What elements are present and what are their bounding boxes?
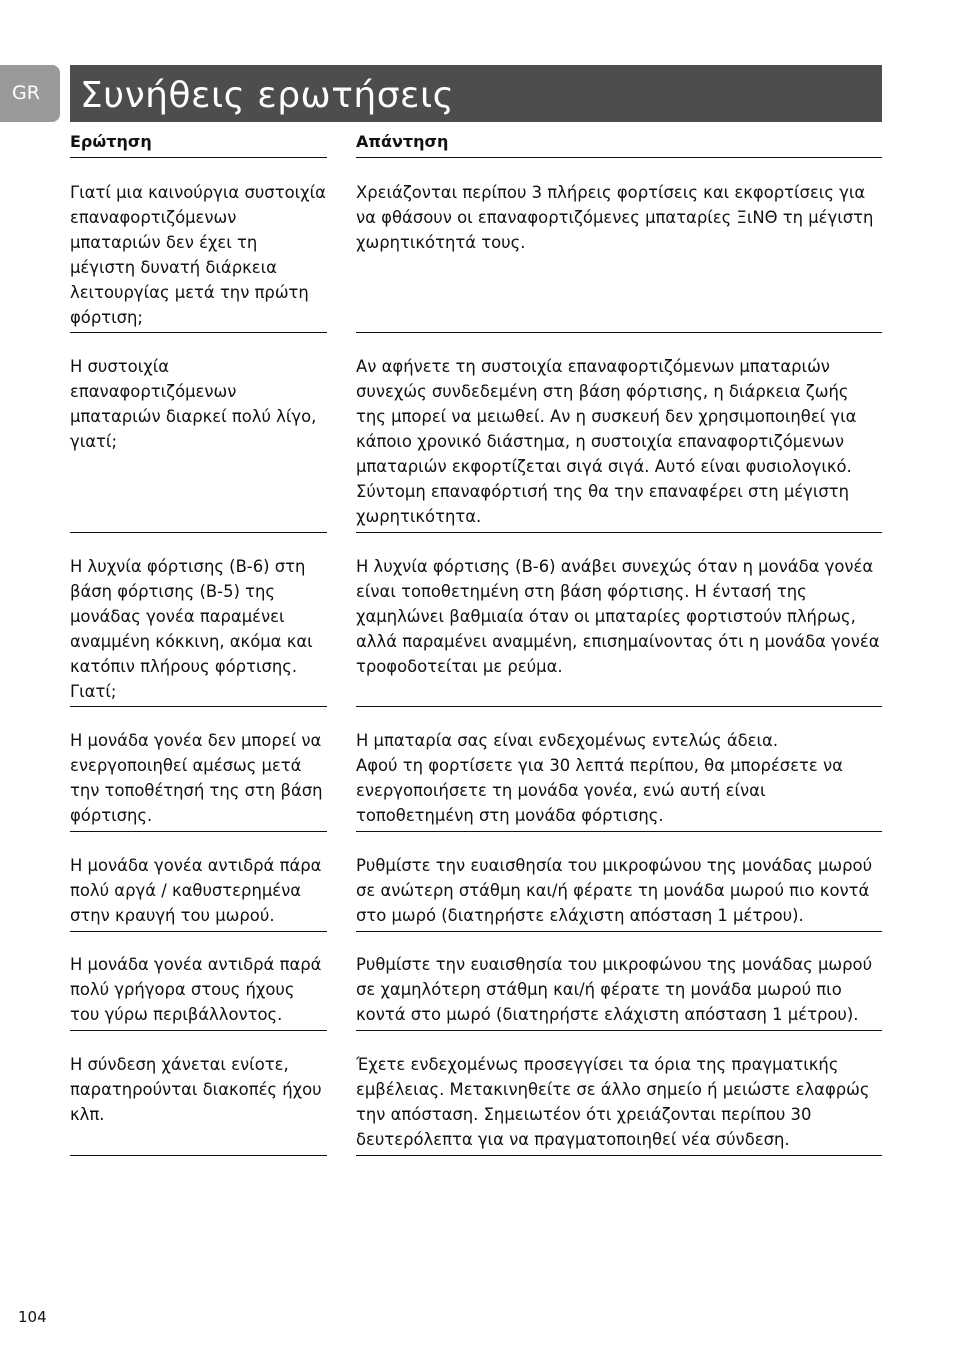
faq-question: Η μονάδα γονέα αντιδρά παρά πολύ γρήγορα στους ήχους του γύρω περιβάλλοντος. bbox=[70, 952, 327, 1031]
column-header-answer: Απάντηση bbox=[356, 131, 882, 158]
title-bar bbox=[70, 65, 882, 122]
faq-answer: Έχετε ενδεχομένως προσεγγίσει τα όρια της πραγματικής εμβέλειας. Μετακινηθείτε σε άλλο σημείο ή μειώστε ελαφρώς την απόσταση. Σημειωτέον ότι χρειάζονται περίπου 30 δευτερόλεπτα για να πραγματοποιηθεί νέα σύνδεση. bbox=[356, 1052, 882, 1156]
faq-answer: Ρυθμίστε την ευαισθησία του μικροφώνου της μονάδας μωρού σε χαμηλότερη στάθμη και/ή φέρατε τη μονάδα μωρού πιο κοντά στο μωρό (διατηρήστε ελάχιστη απόσταση 1 μέτρου). bbox=[356, 952, 882, 1031]
faq-answer-line: Αφού τη φορτίσετε για 30 λεπτά περίπου, θα μπορέσετε να ενεργοποιήσετε τη μονάδα γονέα, ενώ αυτή είναι τοποθετημένη στη μονάδα φόρτισης. bbox=[356, 756, 843, 825]
faq-question: Η λυχνία φόρτισης (B-6) στη βάση φόρτισης (B-5) της μονάδας γονέα παραμένει αναμμένη κόκκινη, ακόμα και κατόπιν πλήρους φόρτισης. Γιατί; bbox=[70, 554, 327, 707]
language-tab: GR bbox=[0, 65, 60, 122]
faq-question: Η σύνδεση χάνεται ενίοτε, παρατηρούνται διακοπές ήχου κλπ. bbox=[70, 1052, 327, 1156]
faq-answer: Χρειάζονται περίπου 3 πλήρεις φορτίσεις και εκφορτίσεις για να φθάσουν οι επαναφορτιζόμενες μπαταρίες ΞιΝΘ τη μέγιστη χωρητικότητά τους. bbox=[356, 180, 882, 333]
page-title: Συνήθεις ερωτήσεις bbox=[80, 75, 455, 116]
faq-answer bbox=[356, 728, 882, 832]
faq-question: Γιατί μια καινούργια συστοιχία επαναφορτιζόμενων μπαταριών δεν έχει τη μέγιστη δυνατή διάρκεια λειτουργίας μετά την πρώτη φόρτιση; bbox=[70, 180, 327, 333]
faq-answer: Η λυχνία φόρτισης (B-6) ανάβει συνεχώς όταν η μονάδα γονέα είναι τοποθετημένη στη βάση φόρτισης. Η έντασή της χαμηλώνει βαθμιαία όταν οι μπαταρίες φορτιστούν πλήρως, αλλά παραμένει αναμμένη, επισημαίνοντας ότι η μονάδα γονέα τροφοδοτείται με ρεύμα. bbox=[356, 554, 882, 707]
faq-question: Η μονάδα γονέα δεν μπορεί να ενεργοποιηθεί αμέσως μετά την τοποθέτησή της στη βάση φόρτισης. bbox=[70, 728, 327, 832]
column-header-question: Ερώτηση bbox=[70, 131, 327, 158]
faq-question: Η συστοιχία επαναφορτιζόμενων μπαταριών διαρκεί πολύ λίγο, γιατί; bbox=[70, 354, 327, 533]
faq-answer-line: Η μπαταρία σας είναι ενδεχομένως εντελώς άδεια. bbox=[356, 731, 779, 750]
page-number: 104 bbox=[18, 1308, 47, 1326]
faq-question: Η μονάδα γονέα αντιδρά πάρα πολύ αργά / καθυστερημένα στην κραυγή του μωρού. bbox=[70, 853, 327, 932]
faq-answer: Αν αφήνετε τη συστοιχία επαναφορτιζόμενων μπαταριών συνεχώς συνδεδεμένη στη βάση φόρτισης, η διάρκεια ζωής της μπορεί να μειωθεί. Αν η συσκευή δεν χρησιμοποιηθεί για κάποιο χρονικό διάστημα, η συστοιχία επαναφορτιζόμενων μπαταριών εκφορτίζεται σιγά σιγά. Αυτό είναι φυσιολογικό. Σύντομη επαναφόρτισή της θα την επαναφέρει στη μέγιστη χωρητικότητα. bbox=[356, 354, 882, 533]
faq-answer: Ρυθμίστε την ευαισθησία του μικροφώνου της μονάδας μωρού σε ανώτερη στάθμη και/ή φέρατε τη μονάδα μωρού πιο κοντά στο μωρό (διατηρήστε ελάχιστη απόσταση 1 μέτρου). bbox=[356, 853, 882, 932]
